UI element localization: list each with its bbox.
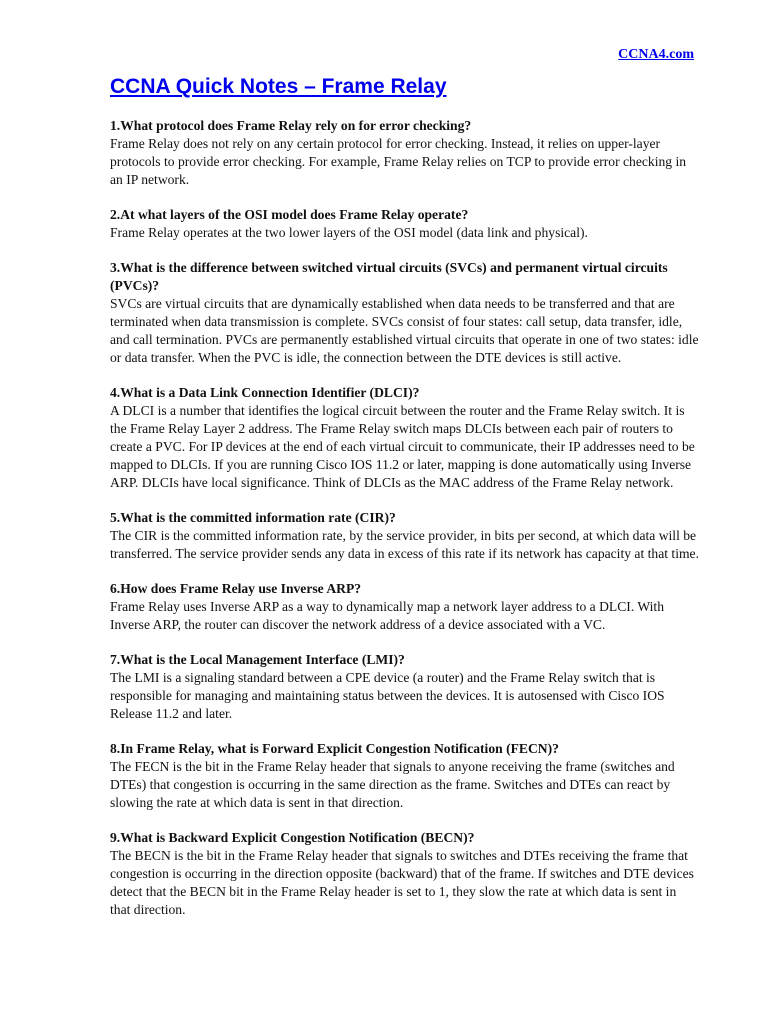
question: 4.What is a Data Link Connection Identifier (DLCI)? [110, 385, 420, 400]
question: 7.What is the Local Management Interface (LMI)? [110, 652, 405, 667]
answer: Frame Relay operates at the two lower layers of the OSI model (data link and physical). [110, 225, 588, 240]
question: 5.What is the committed information rate (CIR)? [110, 510, 396, 525]
qa-item-9 [110, 829, 700, 919]
answer: SVCs are virtual circuits that are dynamically established when data needs to be transferred and that are terminated when data transmission is complete. SVCs consist of four states: call setup, data transfer, idle, and call termination. PVCs are permanently established virtual circuits that operate in one of two states: idle or data transfer. When the PVC is idle, the connection between the DTE devices is still active. [110, 296, 699, 365]
qa-list [110, 117, 700, 936]
answer: The FECN is the bit in the Frame Relay header that signals to anyone receiving the frame (switches and DTEs) that congestion is occurring in the same direction as the frame. Switches and DTEs can react by slowing the rate at which data is sent in that direction. [110, 759, 675, 810]
question: 6.How does Frame Relay use Inverse ARP? [110, 581, 362, 596]
answer: Frame Relay uses Inverse ARP as a way to dynamically map a network layer address to a DLCI. With Inverse ARP, the router can discover the network address of a device associated with a VC. [110, 599, 665, 632]
question: 9.What is Backward Explicit Congestion Notification (BECN)? [110, 830, 475, 845]
qa-item-8 [110, 740, 700, 812]
question: 3.What is the difference between switched virtual circuits (SVCs) and permanent virtual circuits (PVCs)? [110, 260, 668, 293]
qa-item-2 [110, 206, 700, 242]
answer: A DLCI is a number that identifies the logical circuit between the router and the Frame Relay switch. It is the Frame Relay Layer 2 address. The Frame Relay switch maps DLCIs between each pair of routers to create a PVC. For IP devices at the end of each virtual circuit to communicate, their IP addresses need to be mapped to DLCIs. If you are running Cisco IOS 11.2 or later, mapping is done automatically using Inverse ARP. DLCIs have local significance. Think of DLCIs as the MAC address of the Frame Relay network. [110, 403, 695, 490]
qa-item-3 [110, 259, 700, 367]
question: 8.In Frame Relay, what is Forward Explicit Congestion Notification (FECN)? [110, 741, 559, 756]
question: 1.What protocol does Frame Relay rely on for error checking? [110, 118, 472, 133]
page-title[interactable]: CCNA Quick Notes – Frame Relay [110, 75, 447, 98]
qa-item-4 [110, 384, 700, 492]
answer: Frame Relay does not rely on any certain protocol for error checking. Instead, it relies on upper-layer protocols to provide error checking. For example, Frame Relay relies on TCP to provide error checking in an IP network. [110, 136, 687, 187]
answer: The CIR is the committed information rate, by the service provider, in bits per second, at which data will be transferred. The service provider sends any data in excess of this rate if its network has capacity at that time. [110, 528, 699, 561]
qa-item-6 [110, 580, 700, 634]
answer: The BECN is the bit in the Frame Relay header that signals to switches and DTEs receiving the frame that congestion is occurring in the direction opposite (backward) that of the frame. If switches and DTE devices detect that the BECN bit in the Frame Relay header is set to 1, they slow the rate at which data is sent in that direction. [110, 848, 694, 917]
qa-item-7 [110, 651, 700, 723]
answer: The LMI is a signaling standard between a CPE device (a router) and the Frame Relay switch that is responsible for managing and maintaining status between the devices. It is autosensed with Cisco IOS Release 11.2 and later. [110, 670, 665, 721]
qa-item-1 [110, 117, 700, 189]
site-link[interactable]: CCNA4.com [618, 47, 694, 62]
qa-item-5 [110, 509, 700, 563]
question: 2.At what layers of the OSI model does Frame Relay operate? [110, 207, 469, 222]
